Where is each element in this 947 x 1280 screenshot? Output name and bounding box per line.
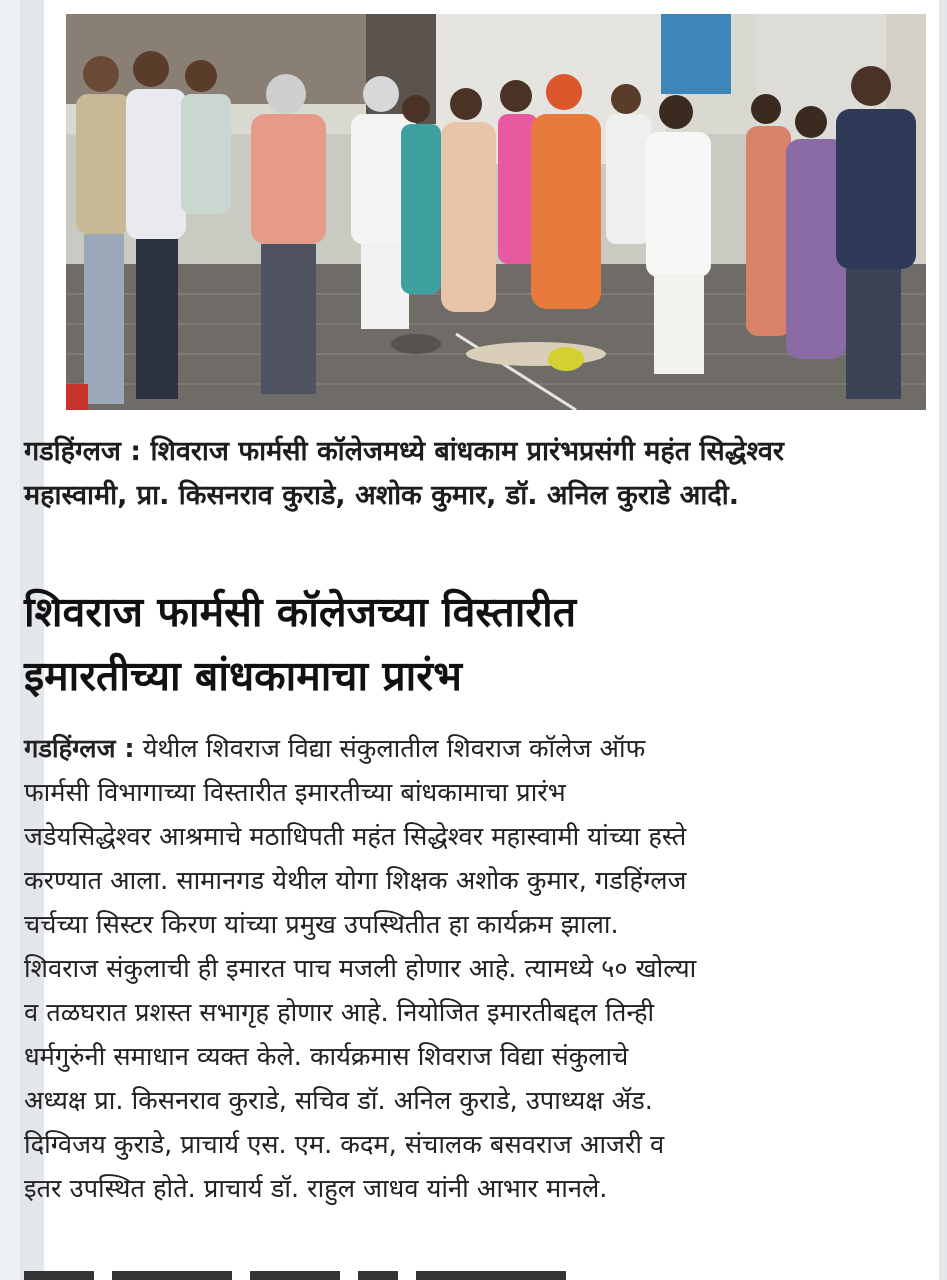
body-line: करण्यात आला. सामानगड येथील योगा शिक्षक अशोक कुमार, गडहिंग्लज xyxy=(24,866,687,896)
body-line: शिवराज संकुलाची ही इमारत पाच मजली होणार आहे. त्यामध्ये ५० खोल्या xyxy=(24,954,697,984)
body-line xyxy=(24,727,890,771)
news-photo xyxy=(66,14,926,410)
article-headline xyxy=(24,580,886,708)
body-line: फार्मसी विभागाच्या विस्तारीत इमारतीच्या बांधकामाचा प्रारंभ xyxy=(24,778,566,808)
body-line: व तळघरात प्रशस्त सभागृह होणार आहे. नियोजित इमारतीबद्दल तिन्ही xyxy=(24,998,655,1028)
article-body xyxy=(24,727,890,1211)
body-line: धर्मगुरुंनी समाधान व्यक्त केले. कार्यक्रमास शिवराज विद्या संकुलाचे xyxy=(24,1042,629,1072)
body-line: दिग्विजय कुराडे, प्राचार्य एस. एम. कदम, संचालक बसवराज आजरी व xyxy=(24,1130,665,1160)
body-line: चर्चच्या सिस्टर किरण यांच्या प्रमुख उपस्थितीत हा कार्यक्रम झाला. xyxy=(24,910,619,940)
page-right-margin xyxy=(939,0,947,1280)
headline-line-2: इमारतीच्या बांधकामाचा प्रारंभ xyxy=(24,652,462,700)
body-line: अध्यक्ष प्रा. किसनराव कुराडे, सचिव डॉ. अनिल कुराडे, उपाध्यक्ष ॲड. xyxy=(24,1086,653,1116)
next-article-cutoff xyxy=(24,1268,884,1280)
caption-place: गडहिंग्लज : xyxy=(24,436,142,467)
body-line-text: येथील शिवराज विद्या संकुलातील शिवराज कॉलेज ऑफ xyxy=(142,734,646,764)
headline-line-1: शिवराज फार्मसी कॉलेजच्या विस्तारीत xyxy=(24,588,577,636)
caption-text: शिवराज फार्मसी कॉलेजमध्ये बांधकाम प्रारंभप्रसंगी महंत सिद्धेश्वर महास्वामी, प्रा. किसनराव कुराडे, अशोक कुमार, डॉ. अनिल कुराडे आदी. xyxy=(24,436,784,511)
body-line: जडेयसिद्धेश्वर आश्रमाचे मठाधिपती महंत सिद्धेश्वर महास्वामी यांच्या हस्ते xyxy=(24,822,687,852)
body-line: इतर उपस्थित होते. प्राचार्य डॉ. राहुल जाधव यांनी आभार मानले. xyxy=(24,1174,608,1204)
photo-caption xyxy=(24,430,886,518)
body-dateline: गडहिंग्लज : xyxy=(24,734,135,764)
